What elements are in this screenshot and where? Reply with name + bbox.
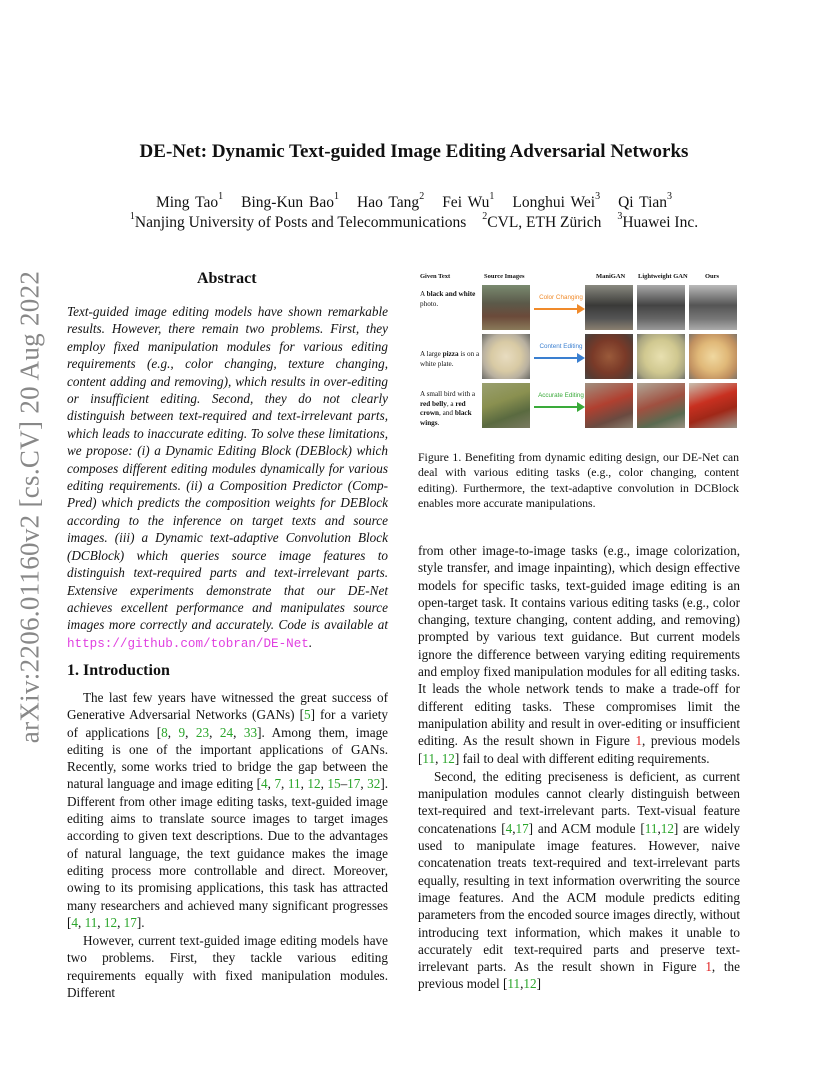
text-run: The last few years have witnessed the great success of Generative Adversarial Networks (GANs) [ [67,690,388,723]
author-affiliation-marker: 3 [667,191,673,202]
bold-text: black wings [420,409,472,427]
text-run: A [420,290,427,298]
bold-text: black and white [426,290,476,298]
citation-link[interactable]: 11 [287,776,301,792]
ours-image-pizza [689,334,737,379]
author-name [241,191,339,211]
arrow-label: Accurate Editing [538,392,584,399]
citation-link[interactable]: 32 [367,776,381,792]
citation-link[interactable]: 11 [422,750,436,766]
arrow-line [534,308,578,310]
bold-text: red belly [420,399,447,408]
author-name [512,191,601,211]
author-name-text: Longhui Wei [512,194,596,211]
citation-link[interactable]: 12 [103,914,118,930]
text-run: , [267,776,275,792]
right-paragraph [418,542,740,767]
text-run: ] [536,976,541,992]
text-run: ] and ACM module [ [528,820,645,836]
figure-header-lightweight-gan: Lightweight GAN [638,273,688,280]
text-run: , [300,776,308,792]
introduction-body [67,689,388,1001]
ours-image-bird [689,383,737,428]
text-run: , the previous model [ [418,959,740,992]
arrow-content-editing [534,345,584,365]
paper-title: DE-Net: Dynamic Text-guided Image Editing Adversarial Networks [139,141,689,162]
text-run: However, current text-guided image editing models have two problems. First, they tackle various editing requirements equally with fixed manipulation modules. Different [67,933,388,1001]
citation-link[interactable]: 17 [515,820,529,836]
text-run: , previous models [ [418,733,740,766]
arrow-color-changing [534,296,584,316]
text-run: ]. [136,914,145,930]
author-affiliation-marker: 2 [419,191,425,202]
author-name-text: Fei Wu [442,194,490,211]
source-image-elephant [482,285,530,330]
text-run: A small bird with a [420,390,476,398]
text-run: , [360,776,368,792]
affiliation-name: Huawei Inc. [622,214,699,231]
citation-link[interactable]: 5 [304,707,311,723]
arrow-line [534,357,578,359]
text-run: , [233,724,244,740]
affiliation-marker: 3 [617,211,623,222]
text-run: . [437,418,440,427]
affiliation-marker: 1 [129,211,135,222]
text-run: ] fail to deal with different editing requirements. [454,750,710,766]
author-name-text: Qi Tian [618,194,668,211]
figure-row-text [420,290,482,309]
bold-text: pizza [442,350,459,358]
text-run: Second, the editing preciseness is deficient, as current manipulation modules cannot clearly distinguish between text-required and text-irrelevant parts. Text-visual feature concatenations [ [418,768,740,836]
source-image-bird [482,383,530,428]
citation-link[interactable]: 15 [327,776,341,792]
ours-image-elephant [689,285,737,330]
arrow-head [577,304,585,314]
author-name-text: Hao Tang [357,194,420,211]
citation-link[interactable]: 12 [441,750,455,766]
text-run: ] for a variety of applications [ [67,707,388,740]
text-run: A large [420,350,443,358]
right-column-body [418,542,740,993]
affiliation-name: CVL, ETH Zürich [487,214,602,231]
arrow-accurate-editing [534,394,584,414]
affiliation [482,211,602,231]
text-run: , [320,776,328,792]
arrow-head [577,353,585,363]
figure-header-source: Source Images [484,273,525,280]
citation-link[interactable]: 4 [261,776,268,792]
text-run: , [435,750,442,766]
figure-reference-link[interactable]: 1 [635,733,643,749]
arxiv-side-identifier: arXiv:2206.01160v2 [cs.CV] 20 Aug 2022 [14,270,45,744]
text-run: , [78,914,85,930]
figure-header-manigan: ManiGAN [596,273,626,280]
text-run: , [520,976,524,992]
arrow-head [577,402,585,412]
text-run: , [117,914,124,930]
author-name [442,191,495,211]
text-run: ]. Different from other image editing tasks, text-guided image editing aims to translate source images to target images according to given text descriptions. Due to the advantages of natural language, the text guidance makes the image editing process more controllable and direct. Moreover, owing to its promising applications, this task has attracted many researchers and achieved many significant progresses [ [67,776,389,930]
author-name [357,191,425,211]
text-run: , [209,724,220,740]
code-link[interactable]: https://github.com/tobran/DE-Net [67,636,309,651]
text-run: is on a white plate. [420,350,480,368]
author-name [155,191,224,211]
figure-row-text [420,390,482,428]
citation-link[interactable]: 7 [274,776,282,792]
author-affiliation-marker: 3 [595,191,601,202]
affiliation [129,211,467,231]
source-image-plate [482,334,530,379]
text-run: , [281,776,288,792]
citation-link[interactable]: 12 [660,820,674,836]
figure-1-caption: Figure 1. Benefiting from dynamic editing design, our DE-Net can deal with various editing tasks (e.g., color changing, content editing). Furthermore, the text-adaptive convolution in DCBlock enables more accurate manipulations. [418,450,739,511]
affiliation [617,211,699,231]
text-run: photo. [420,299,439,308]
author-affiliation-marker: 1 [334,191,339,202]
lightweight-gan-image-bird [637,383,685,428]
author-name-text: Bing-Kun Bao [241,194,334,211]
text-run: , a [446,399,456,408]
citation-link[interactable]: 17 [347,776,361,792]
figure-row-text [420,350,482,369]
text-run: ] are widely used to manipulate image features. However, naive concatenation treats text-required and text-irrelevant parts equally, resulting in text information overwriting the source image features. And the ACM module predicts editing parameters from the encoded source images directly, without introducing text information, which makes it unable to accurately edit text-required parts and preserve text-irrelevant parts. As the result shown in Figure [418,820,740,975]
figure-reference-link[interactable]: 1 [705,959,712,975]
citation-link[interactable]: 11 [507,976,521,992]
intro-paragraph [67,932,388,1001]
citation-link[interactable]: 11 [644,820,658,836]
text-run: , [97,914,104,930]
citation-link[interactable]: 12 [523,976,537,992]
lightweight-gan-image-elephant [637,285,685,330]
text-run: ]. Among them, image editing is one of the important applications of GANs. Recently, some works tried to bridge the gap between the natural language and image editing [ [67,724,389,792]
author-affiliation-marker: 1 [218,191,224,202]
intro-paragraph [67,689,388,931]
manigan-image-bird [585,383,633,428]
citation-link[interactable]: 33 [243,724,258,740]
text-run: , [185,724,196,740]
text-run: , [167,724,179,740]
citation-link[interactable]: 24 [219,724,234,740]
abstract-heading: Abstract [197,270,257,287]
arrow-label: Content Editing [539,343,583,350]
citation-link[interactable]: 12 [307,776,321,792]
lightweight-gan-image-pizza [637,334,685,379]
manigan-image-elephant [585,285,633,330]
citation-link[interactable]: 11 [84,914,98,930]
bold-text: red crown [420,399,466,418]
arrow-line [534,406,578,408]
citation-link[interactable]: 9 [178,724,186,740]
affiliation-marker: 2 [482,211,488,222]
right-paragraph [418,768,740,993]
text-run: , [512,820,516,836]
figure-header-given-text: Given Text [420,273,451,280]
section-heading-introduction: 1. Introduction [67,662,170,679]
manigan-image-pizza [585,334,633,379]
figure-header-ours: Ours [705,273,720,280]
citation-link[interactable]: 23 [195,724,210,740]
text-run: – [340,776,348,792]
affiliation-list [0,211,828,232]
text-run: , [657,820,661,836]
citation-link[interactable]: 4 [505,820,513,836]
text-run: , and [439,409,455,418]
author-list [0,191,828,212]
citation-link[interactable]: 8 [161,724,168,740]
affiliation-name: Nanjing University of Posts and Telecommunications [134,214,467,231]
author-name-text: Ming Tao [155,194,219,211]
author-affiliation-marker: 1 [489,191,495,202]
citation-link[interactable]: 4 [71,914,78,930]
abstract-text: Text-guided image editing models have shown remarkable results. However, there remain two problems. First, they employ fixed manipulation modules for various editing requirements (e.g., color changing, texture changing, content adding and removing), which results in over-editing or insufficient editing. Second, they do not clearly distinguish between text-required and text-irrelevant parts, which leads to inaccurate editing. To solve these limitations, we propose: (i) a Dynamic Editing Block (DEBlock) which composes different editing modules dynamically for various editing requirements. (ii) a Composition Predictor (Comp-Pred) which predicts the composition weights for DEBlock according to the inference on target texts and source images. (iii) a Dynamic text-adaptive Convolution Block (DCBlock) which queries source image features to distinguish text-required parts and text-irrelevant parts. Extensive experiments demonstrate that our DE-Net achieves excellent performance and manipulates source images more correctly and accurately. Code is available at https://github.com/tobran/DE-Net. [67,304,388,651]
citation-link[interactable]: 17 [123,914,137,930]
text-run: from other image-to-image tasks (e.g., image colorization, style transfer, and image inpainting), which design effective models for specific tasks, text-guided image editing is an open-target task. It contains various editing tasks (e.g., color changing, texture changing, content adding, and removing) prompted by various text guidance. But current models ignore the difference between varying editing requirements and employ fixed manipulation modules for all editing tasks. It leads the whole network tends to make a trade-off for different editing tasks. These compromises limit the manipulation ability and result in over-editing or insufficient editing. As the result shown in Figure [418,543,740,749]
arrow-label: Color Changing [539,294,583,301]
author-name [618,191,673,211]
